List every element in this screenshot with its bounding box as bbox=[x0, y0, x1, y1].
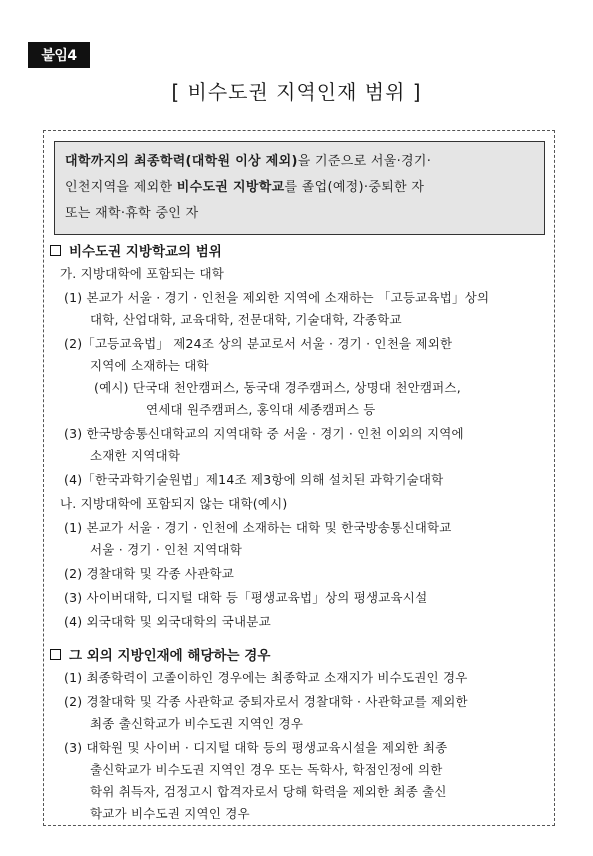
section-heading-1 bbox=[50, 240, 222, 260]
subsection-a-title: 가. 지방대학에 포함되는 대학 bbox=[60, 266, 224, 281]
item-a1-line2: 대학, 산업대학, 교육대학, 전문대학, 기술대학, 각종학교 bbox=[90, 312, 402, 327]
item-c3-line1: (3) 대학원 및 사이버 · 디지털 대학 등의 평생교육시설을 제외한 최종 bbox=[64, 740, 448, 755]
item-b3-line1: (3) 사이버대학, 디지털 대학 등「평생교육법」상의 평생교육시설 bbox=[64, 590, 428, 605]
item-a2-example1: (예시) 단국대 천안캠퍼스, 동국대 경주캠퍼스, 상명대 천안캠퍼스, bbox=[94, 380, 461, 395]
item-a2-example2: 연세대 원주캠퍼스, 홍익대 세종캠퍼스 등 bbox=[146, 402, 376, 417]
section-heading-2-label: 그 외의 지방인재에 해당하는 경우 bbox=[69, 648, 271, 664]
subsection-b-title: 나. 지방대학에 포함되지 않는 대학(예시) bbox=[60, 496, 288, 511]
summary-bold-1: 대학까지의 최종학력(대학원 이상 제외) bbox=[65, 154, 298, 169]
item-b1-line1: (1) 본교가 서울 · 경기 · 인천에 소재하는 대학 및 한국방송통신대학교 bbox=[64, 520, 452, 535]
checkbox-square-icon bbox=[50, 649, 61, 660]
checkbox-square-icon bbox=[50, 245, 61, 256]
summary-text-3: 를 졸업(예정)·중퇴한 자 bbox=[284, 180, 425, 195]
item-a3-line2: 소재한 지역대학 bbox=[90, 448, 181, 463]
summary-text-1: 을 기준으로 서울·경기· bbox=[297, 154, 432, 169]
section-heading-1-label: 비수도권 지방학교의 범위 bbox=[69, 244, 222, 260]
item-c3-line2: 출신학교가 비수도권 지역인 경우 또는 독학사, 학점인정에 의한 bbox=[90, 762, 443, 777]
section-heading-2 bbox=[50, 644, 270, 664]
item-b4-line1: (4) 외국대학 및 외국대학의 국내분교 bbox=[64, 614, 271, 629]
item-a1-line1: (1) 본교가 서울 · 경기 · 인천을 제외한 지역에 소재하는 「고등교육법」상의 bbox=[64, 290, 490, 305]
item-c3-line4: 학교가 비수도권 지역인 경우 bbox=[90, 806, 250, 821]
item-c3-line3: 학위 취득자, 검정고시 합격자로서 당해 학력을 제외한 최종 출신 bbox=[90, 784, 447, 799]
summary-box bbox=[54, 141, 545, 235]
attachment-tag: 붙임4 bbox=[28, 42, 90, 68]
summary-text-4: 또는 재학·휴학 중인 자 bbox=[65, 206, 199, 221]
item-a4-line1: (4)「한국과학기술원법」제14조 제3항에 의해 설치된 과학기술대학 bbox=[64, 472, 444, 487]
summary-bold-2: 비수도권 지방학교 bbox=[176, 180, 285, 195]
item-b2-line1: (2) 경찰대학 및 각종 사관학교 bbox=[64, 566, 235, 581]
item-a2-line1: (2)「고등교육법」 제24조 상의 분교로서 서울 · 경기 · 인천을 제외한 bbox=[64, 336, 453, 351]
item-b1-line2: 서울 · 경기 · 인천 지역대학 bbox=[90, 542, 242, 557]
item-a2-line2: 지역에 소재하는 대학 bbox=[90, 358, 209, 373]
page-title: [ 비수도권 지역인재 범위 ] bbox=[171, 80, 422, 104]
summary-text-2: 인천지역을 제외한 bbox=[65, 180, 177, 195]
item-c1-line1: (1) 최종학력이 고졸이하인 경우에는 최종학교 소재지가 비수도권인 경우 bbox=[64, 670, 468, 685]
item-a3-line1: (3) 한국방송통신대학교의 지역대학 중 서울 · 경기 · 인천 이외의 지역에 bbox=[64, 426, 464, 441]
item-c2-line1: (2) 경찰대학 및 각종 사관학교 중퇴자로서 경찰대학 · 사관학교를 제외한 bbox=[64, 694, 468, 709]
item-c2-line2: 최종 출신학교가 비수도권 지역인 경우 bbox=[90, 716, 304, 731]
